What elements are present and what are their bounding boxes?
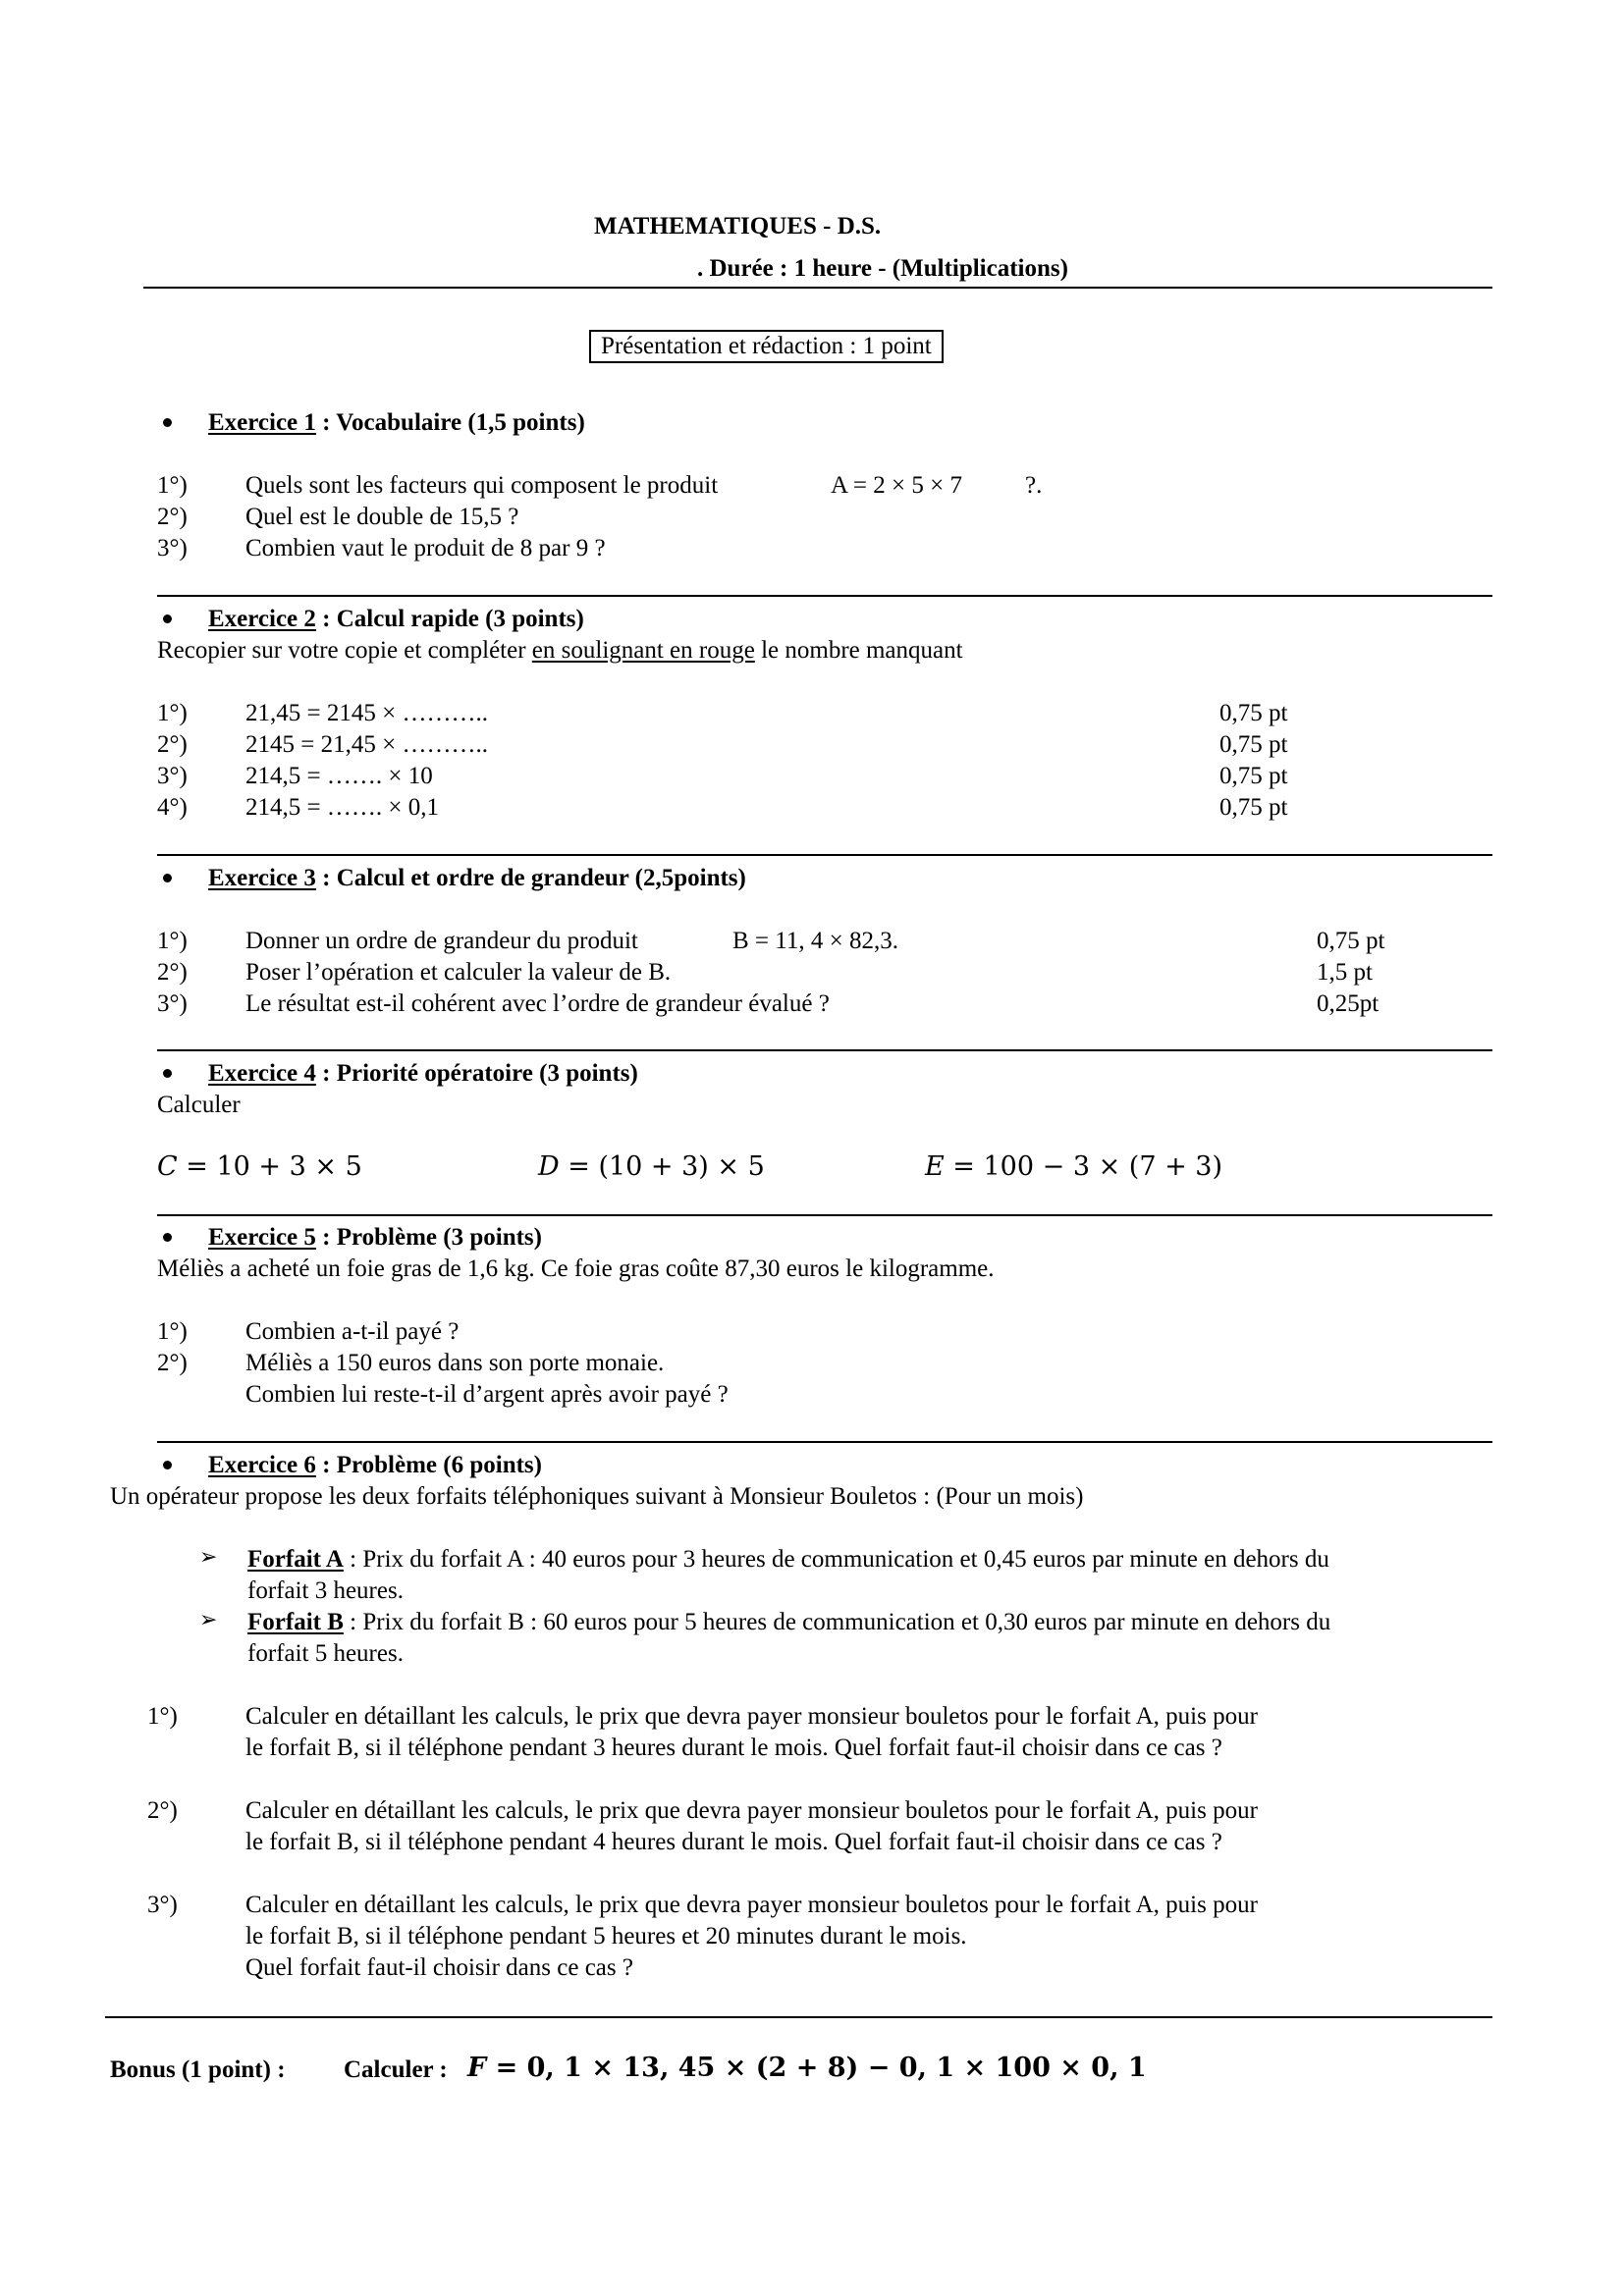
divider: [143, 287, 1492, 289]
exercise-4-heading: Exercice 4 : Priorité opératoire (3 points): [208, 1060, 638, 1087]
bullet-icon: [163, 614, 172, 623]
question-text: Méliès a 150 euros dans son porte monaie.: [245, 1350, 665, 1376]
bullet-icon: [163, 1461, 172, 1469]
question-tail: ?.: [1025, 472, 1043, 499]
exercise-3-heading: Exercice 3 : Calcul et ordre de grandeur (2,5points): [208, 865, 746, 891]
exercise-6-heading: Exercice 6 : Problème (6 points): [208, 1452, 542, 1478]
question-expression: A = 2 × 5 × 7: [831, 472, 962, 499]
bonus-label: Bonus (1 point) :: [110, 2056, 286, 2083]
question-points: 0,75 pt: [1317, 928, 1385, 954]
question-number: 3°): [157, 990, 188, 1017]
question-points: 0,75 pt: [1219, 763, 1288, 789]
exercise-4-intro: Calculer: [157, 1092, 241, 1118]
exercise-2-heading: Exercice 2 : Calcul rapide (3 points): [208, 606, 584, 632]
forfait-a-cont: forfait 3 heures.: [247, 1577, 404, 1604]
question-number: 1°): [157, 472, 188, 499]
question-text: Combien lui reste-t-il d’argent après avoir payé ?: [245, 1381, 729, 1408]
divider: [157, 1214, 1492, 1216]
question-text: le forfait B, si il téléphone pendant 5 heures et 20 minutes durant le mois.: [245, 1923, 967, 1949]
bonus-calc-label: Calculer :: [344, 2056, 448, 2083]
question-text: Calculer en détaillant les calculs, le prix que devra payer monsieur bouletos pour le forfait A, puis pour: [245, 1703, 1258, 1730]
question-text: Quel forfait faut-il choisir dans ce cas ?: [245, 1954, 633, 1981]
question-number: 3°): [157, 763, 188, 789]
arrow-bullet-icon: ➢: [199, 1608, 218, 1632]
question-number: 3°): [147, 1892, 178, 1918]
question-expression: B = 11, 4 × 82,3.: [732, 928, 898, 954]
question-number: 2°): [157, 1350, 188, 1376]
question-text: le forfait B, si il téléphone pendant 3 heures durant le mois. Quel forfait faut-il choisir dans ce cas ?: [245, 1735, 1222, 1761]
expression-d: D = (10 + 3) × 5: [538, 1151, 765, 1182]
exercise-5-heading: Exercice 5 : Problème (3 points): [208, 1224, 542, 1251]
page-title: MATHEMATIQUES - D.S.: [594, 213, 882, 240]
question-number: 2°): [157, 731, 188, 758]
question-number: 1°): [157, 700, 188, 726]
exercise-1-heading: Exercice 1 : Vocabulaire (1,5 points): [208, 409, 585, 436]
question-text: Combien vaut le produit de 8 par 9 ?: [245, 535, 606, 561]
question-number: 2°): [157, 959, 188, 986]
question-number: 3°): [157, 535, 188, 561]
forfait-a: Forfait A : Prix du forfait A : 40 euros pour 3 heures de communication et 0,45 euros par minute en dehors du: [247, 1546, 1329, 1573]
divider: [105, 2016, 1492, 2018]
question-number: 4°): [157, 794, 188, 821]
question-text: Calculer en détaillant les calculs, le prix que devra payer monsieur bouletos pour le forfait A, puis pour: [245, 1797, 1258, 1824]
question-text: 214,5 = ……. × 10: [245, 763, 433, 789]
question-number: 1°): [157, 928, 188, 954]
page-subtitle: . Durée : 1 heure - (Multiplications): [697, 255, 1068, 282]
forfait-b: Forfait B : Prix du forfait B : 60 euros pour 5 heures de communication et 0,30 euros par minute en dehors du: [247, 1609, 1331, 1635]
bonus-expression: F = 0, 1 × 13, 45 × (2 + 8) − 0, 1 × 100 × 0, 1: [467, 2053, 1147, 2083]
question-text: Quel est le double de 15,5 ?: [245, 504, 519, 530]
bullet-icon: [163, 1069, 172, 1078]
question-text: 214,5 = ……. × 0,1: [245, 794, 439, 821]
question-points: 0,25pt: [1317, 990, 1380, 1017]
question-text: 21,45 = 2145 × ………..: [245, 700, 488, 726]
question-text: Combien a-t-il payé ?: [245, 1318, 460, 1345]
question-points: 1,5 pt: [1317, 959, 1373, 986]
divider: [157, 854, 1492, 856]
question-text: Le résultat est-il cohérent avec l’ordre de grandeur évalué ?: [245, 990, 830, 1017]
divider: [157, 595, 1492, 597]
divider: [157, 1441, 1492, 1443]
exercise-6-intro: Un opérateur propose les deux forfaits téléphoniques suivant à Monsieur Bouletos : (Pour un mois): [110, 1483, 1084, 1510]
exercise-2-intro: Recopier sur votre copie et compléter en soulignant en rouge le nombre manquant: [157, 637, 963, 664]
question-points: 0,75 pt: [1219, 700, 1288, 726]
question-points: 0,75 pt: [1219, 731, 1288, 758]
question-number: 2°): [157, 504, 188, 530]
expression-c: C = 10 + 3 × 5: [157, 1151, 362, 1182]
expression-e: E = 100 − 3 × (7 + 3): [925, 1151, 1223, 1182]
question-number: 2°): [147, 1797, 178, 1824]
question-points: 0,75 pt: [1219, 794, 1288, 821]
question-text: Donner un ordre de grandeur du produit: [245, 928, 638, 954]
question-text: le forfait B, si il téléphone pendant 4 heures durant le mois. Quel forfait faut-il choisir dans ce cas ?: [245, 1829, 1222, 1855]
bullet-icon: [163, 874, 172, 882]
question-text: Calculer en détaillant les calculs, le prix que devra payer monsieur bouletos pour le forfait A, puis pour: [245, 1892, 1258, 1918]
presentation-box: Présentation et rédaction : 1 point: [589, 330, 944, 363]
question-number: 1°): [157, 1318, 188, 1345]
arrow-bullet-icon: ➢: [199, 1545, 218, 1570]
question-text: Poser l’opération et calculer la valeur de B.: [245, 959, 672, 986]
question-number: 1°): [147, 1703, 178, 1730]
bullet-icon: [163, 418, 172, 427]
question-text: Quels sont les facteurs qui composent le produit: [245, 472, 719, 499]
bullet-icon: [163, 1233, 172, 1242]
question-text: 2145 = 21,45 × ………..: [245, 731, 488, 758]
forfait-b-cont: forfait 5 heures.: [247, 1640, 404, 1667]
exercise-5-intro: Méliès a acheté un foie gras de 1,6 kg. Ce foie gras coûte 87,30 euros le kilogramme.: [157, 1255, 995, 1282]
divider: [157, 1049, 1492, 1051]
